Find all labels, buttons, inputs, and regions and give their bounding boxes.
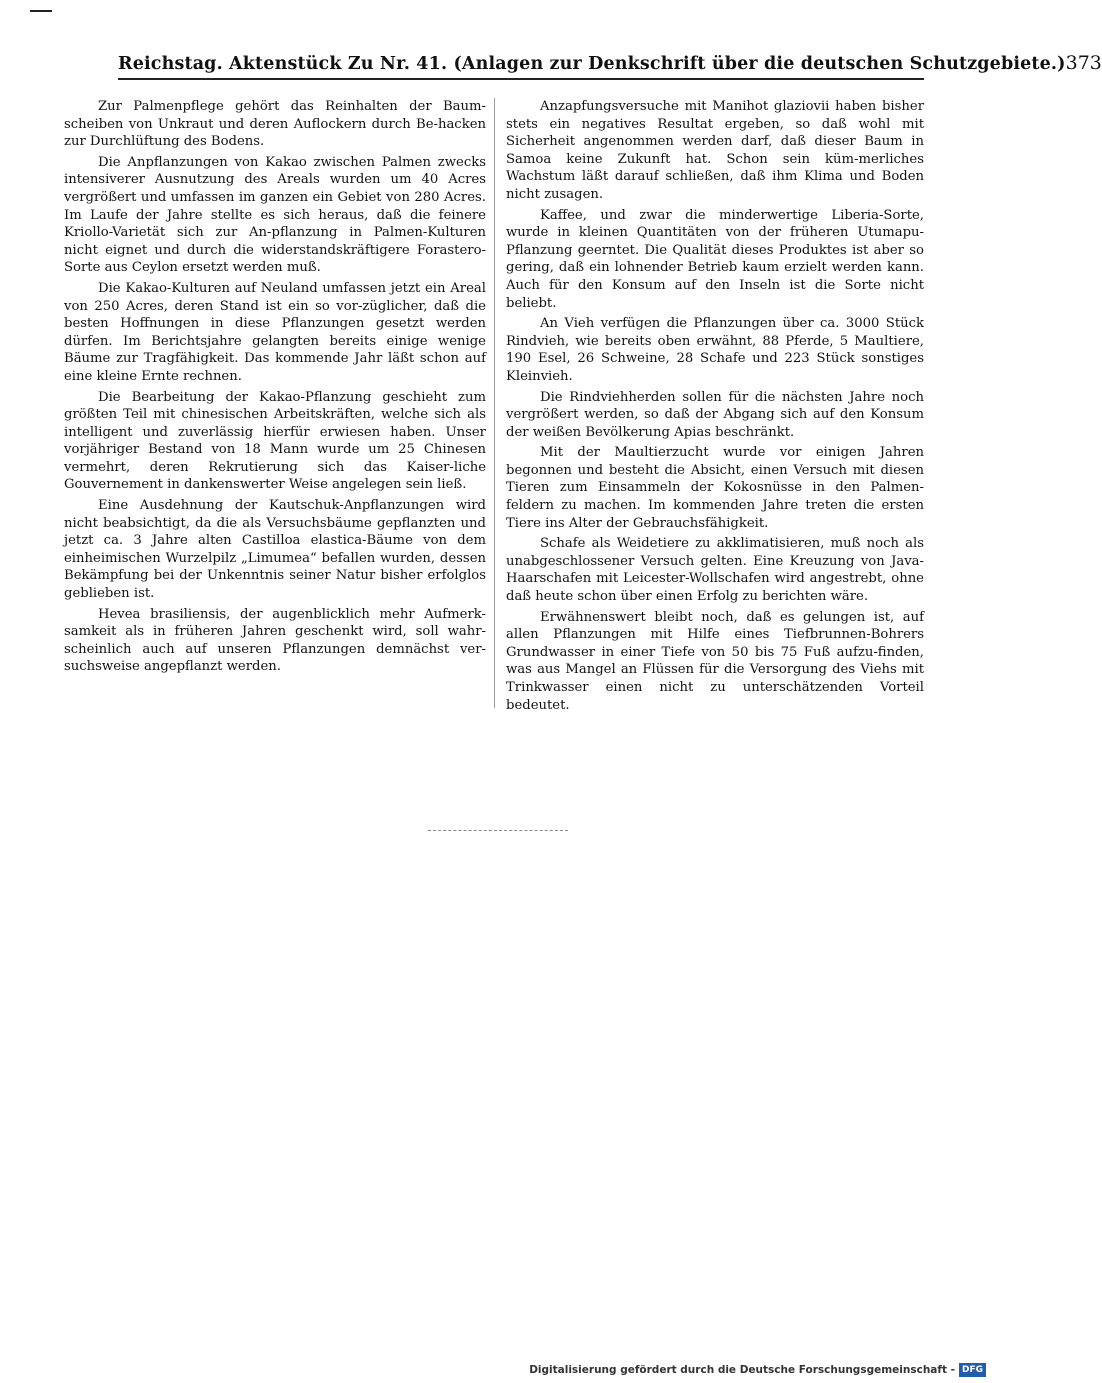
header-title: Reichstag. Aktenstück Zu Nr. 41. (Anlagen zur Denkschrift über die deutschen Schutzgebiete.) <box>118 54 1066 74</box>
page-number: 373 <box>1065 52 1102 74</box>
paragraph: Die Bearbeitung der Kakao-Pflanzung geschieht zum größten Teil mit chinesischen Arbeitskräften, welche sich als intelligent und zuverlässig hierfür erwiesen haben. Unser vorjähriger Bestand von 18 Mann wurde um 25 Chinesen vermehrt, deren Rekrutierung sich das Kaiser-liche Gouvernement in dankenswerter Weise angelegen sein ließ. <box>64 389 486 493</box>
paragraph: Die Rindviehherden sollen für die nächsten Jahre noch vergrößert werden, so daß der Abgang sich auf den Konsum der weißen Bevölkerung Apias beschränkt. <box>506 389 924 440</box>
dfg-logo: DFG <box>959 1363 986 1377</box>
credit-text: Digitalisierung gefördert durch die Deutsche Forschungsgemeinschaft - <box>529 1364 955 1376</box>
paragraph: Mit der Maultierzucht wurde vor einigen Jahren begonnen und besteht die Absicht, einen Versuch mit diesen Tieren zum Einsammeln der Kokosnüsse in den Palmen-feldern zu machen. Im kommenden Jahre treten die ersten Tiere ins Alter der Gebrauchsfähigkeit. <box>506 445 924 531</box>
section-end-rule <box>428 830 568 831</box>
digitization-credit <box>529 1363 986 1377</box>
page-edge-mark <box>30 10 52 12</box>
paragraph: Zur Palmenpflege gehört das Reinhalten der Baum-scheiben von Unkraut und deren Auflockern durch Be-hacken zur Durchlüftung des Bodens. <box>64 99 486 150</box>
paragraph: Anzapfungsversuche mit Manihot glaziovii haben bisher stets ein negatives Resultat ergeben, so daß wohl mit Sicherheit angenommen werden darf, daß dieser Baum in Samoa keine Zukunft hat. Schon sein küm-merliches Wachstum läßt darauf schließen, daß ihm Klima und Boden nicht zusagen. <box>506 99 924 202</box>
paragraph: Die Anpflanzungen von Kakao zwischen Palmen zwecks intensiverer Ausnutzung des Areals wurden um 40 Acres vergrößert und umfassen im ganzen ein Gebiet von 280 Acres. Im Laufe der Jahre stellte es sich heraus, daß die feinere Kriollo-Varietät sich zur An-pflanzung in Palmen-Kulturen nicht eignet und durch die widerstandskräftigere Forastero-Sorte aus Ceylon ersetzt werden muß. <box>64 154 486 276</box>
right-column <box>506 98 924 717</box>
running-header <box>118 46 1102 80</box>
column-divider <box>494 98 495 708</box>
paragraph: Erwähnenswert bleibt noch, daß es gelungen ist, auf allen Pflanzungen mit Hilfe eines Tiefbrunnen-Bohrers Grundwasser in einer Tiefe von 50 bis 75 Fuß aufzu-finden, was aus Mangel an Flüssen für die Versorgung des Viehs mit Trinkwasser einen nicht zu unterschätzenden Vorteil bedeutet. <box>506 609 924 713</box>
paragraph: Hevea brasiliensis, der augenblicklich mehr Aufmerk-samkeit als in früheren Jahren geschenkt wird, soll wahr-scheinlich auch auf unseren Pflanzungen demnächst ver-suchsweise angepflanzt werden. <box>64 606 486 675</box>
paragraph: Kaffee, und zwar die minderwertige Liberia-Sorte, wurde in kleinen Quantitäten von der früheren Utumapu-Pflanzung geerntet. Die Qualität dieses Produktes ist aber so gering, daß ein lohnender Betrieb kaum erzielt werden kann. Auch für den Konsum auf den Inseln ist die Sorte nicht beliebt. <box>506 207 924 311</box>
paragraph: Die Kakao-Kulturen auf Neuland umfassen jetzt ein Areal von 250 Acres, deren Stand ist ein so vor-züglicher, daß die besten Hoffnungen in diese Pflanzungen gesetzt werden dürfen. Im Berichtsjahre gelangten bereits einige wenige Bäume zur Tragfähigkeit. Das kommende Jahr läßt schon auf eine kleine Ernte rechnen. <box>64 280 486 384</box>
paragraph: An Vieh verfügen die Pflanzungen über ca. 3000 Stück Rindvieh, wie bereits oben erwähnt, 88 Pferde, 5 Maultiere, 190 Esel, 26 Schweine, 28 Schafe und 223 Stück sonstiges Kleinvieh. <box>506 316 924 384</box>
paragraph: Schafe als Weidetiere zu akklimatisieren, muß noch als unabgeschlossener Versuch gelten. Eine Kreuzung von Java-Haarschafen mit Leicester-Wollschafen wird angestrebt, ohne daß heute schon über einen Erfolg zu berichten wäre. <box>506 536 924 605</box>
left-column <box>64 98 486 679</box>
paragraph: Eine Ausdehnung der Kautschuk-Anpflanzungen wird nicht beabsichtigt, da die als Versuchsbäume gepflanzten und jetzt ca. 3 Jahre alten Castilloa elastica-Bäume von dem einheimischen Wurzelpilz „Limumea“ befallen wurden, dessen Bekämpfung bei der Unkenntnis seiner Natur bisher erfolglos geblieben ist. <box>64 498 486 602</box>
